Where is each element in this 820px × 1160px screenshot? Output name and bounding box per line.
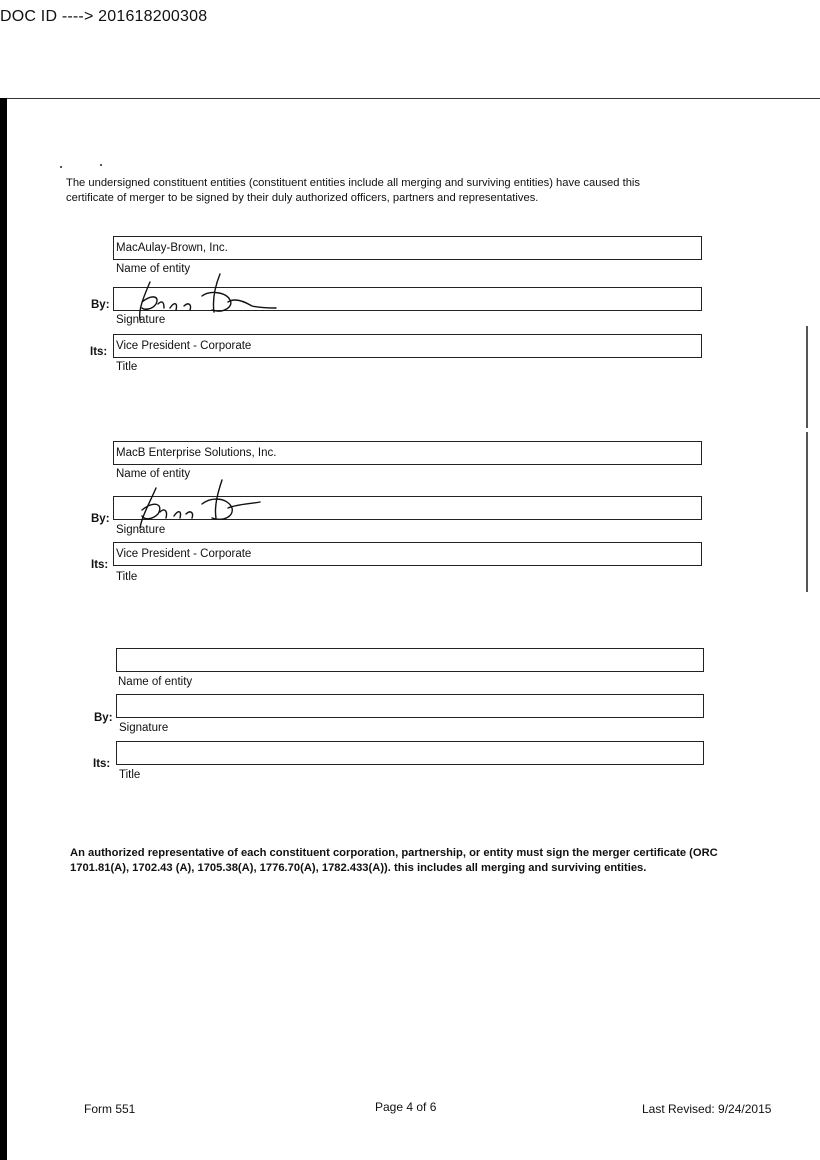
scan-edge-left [0,98,7,1160]
by-label-1: By: [91,299,110,311]
entity-name-field-2[interactable]: MacB Enterprise Solutions, Inc. [113,441,702,465]
page-top-border [7,98,820,99]
entity-name-field-3[interactable] [116,648,704,672]
footer-page-number: Page 4 of 6 [375,1100,437,1114]
its-label-1: Its: [90,346,108,358]
signature-notice: An authorized representative of each constituent corporation, partnership, or entity must sign the merger certificate (ORC 1701.81(A), 1702.43 (A), 1705.38(A), 1776.70(A), 1782.433(A)). this includes all merging and surviving entities. [70,847,718,874]
doc-id-header: DOC ID ----> 201618200308 [0,8,208,25]
title-field-2[interactable]: Vice President - Corporate [113,542,702,566]
footer-revision-date: Last Revised: 9/24/2015 [642,1102,772,1116]
its-label-3: Its: [93,758,111,770]
handwritten-signature-2 [128,478,268,534]
intro-paragraph: The undersigned constituent entities (constituent entities include all merging and surviving entities) have caused this certificate of merger to be signed by their duly authorized officers, partners and representatives. [66,177,640,204]
entity-name-label-3: Name of entity [118,676,193,688]
scan-speck [60,166,62,168]
entity-name-label-2: Name of entity [116,468,191,480]
signature-field-3[interactable] [116,694,704,718]
entity-name-field-1[interactable]: MacAulay-Brown, Inc. [113,236,702,260]
scan-mark-right [806,326,808,428]
entity-name-label-1: Name of entity [116,263,191,275]
handwritten-signature-1 [130,272,280,328]
signature-label-2: Signature [116,524,166,536]
scan-speck [100,164,102,166]
signature-label-1: Signature [116,314,166,326]
title-field-1[interactable]: Vice President - Corporate [113,334,702,358]
title-label-2: Title [116,571,138,583]
signature-label-3: Signature [119,722,169,734]
scan-mark-right [806,432,808,592]
title-label-1: Title [116,361,138,373]
footer-form-number: Form 551 [84,1102,136,1116]
by-label-2: By: [91,513,110,525]
by-label-3: By: [94,712,113,724]
title-label-3: Title [119,769,141,781]
its-label-2: Its: [91,559,109,571]
title-field-3[interactable] [116,741,704,765]
